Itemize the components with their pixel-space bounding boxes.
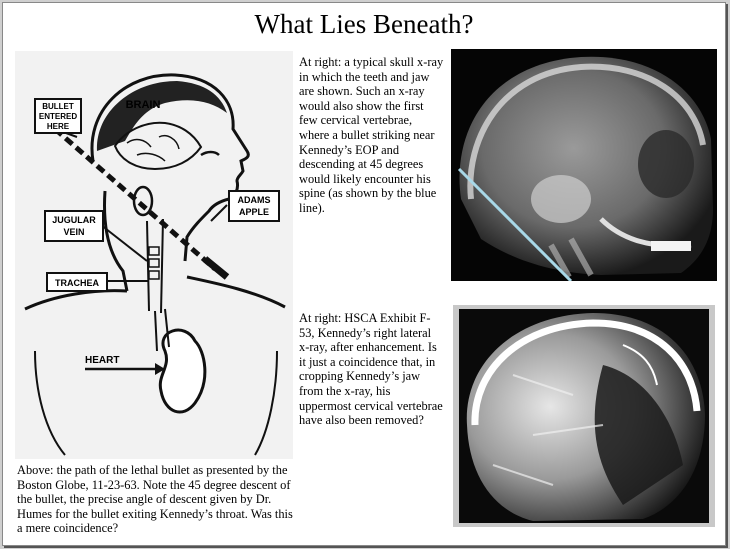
hsca-f53-xray [453,305,715,527]
caption-hsca-xray: At right: HSCA Exhibit F-53, Kennedy’s right lateral x-ray, after enhancement. Is it just a coincidence that, in cropping Kennedy’s jaw from the x-ray, his uppermost cervical vertebrae have also been removed? [299,311,443,428]
caption-skull-xray: At right: a typical skull x-ray in which the teeth and jaw are shown. Such an x-ray would also show the first few cervical vertebrae, where a bullet striking near Kennedy’s EOP and descending at 45 degrees would likely encounter his spine (as shown by the blue line). [299,55,444,215]
label-adams-1: ADAMS [237,195,271,205]
label-bullet-2: ENTERED [38,112,78,121]
label-brain: BRAIN [125,99,161,111]
caption-diagram: Above: the path of the lethal bullet as presented by the Boston Globe, 11-23-63. Note the 45 degree descent of the bullet, the precise angle of descent given by Dr. Humes for the bullet exiting Kennedy’s throat. Was this a mere coincidence? [17,463,293,536]
label-bullet-1: BULLET [42,102,74,111]
label-jugular-2: VEIN [63,227,85,237]
slide-title: What Lies Beneath? [254,9,474,39]
label-heart: HEART [85,355,120,366]
label-adams-2: APPLE [238,207,270,217]
boston-globe-diagram [15,51,293,459]
slide [2,2,726,546]
label-jugular-1: JUGULAR [52,215,96,225]
label-trachea: TRACHEA [55,278,99,288]
label-bullet-3: HERE [46,122,70,131]
typical-skull-xray [451,49,717,281]
